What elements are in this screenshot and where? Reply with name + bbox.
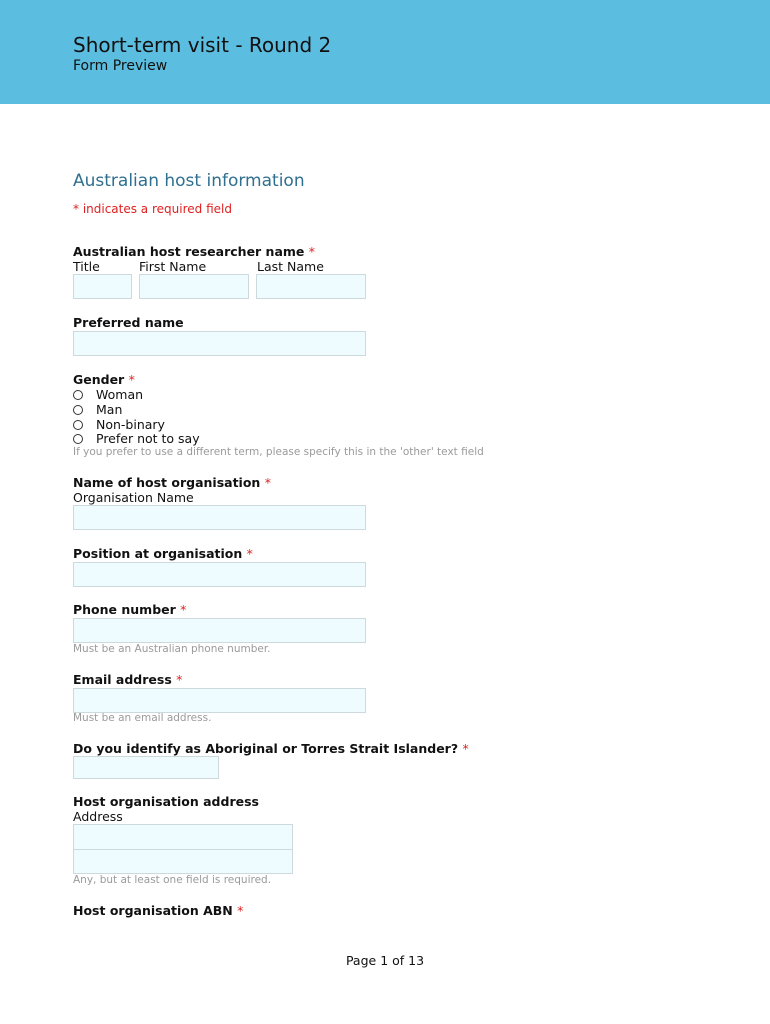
radio-button[interactable] — [73, 405, 83, 415]
required-star: * — [237, 903, 244, 918]
required-note: * indicates a required field — [73, 202, 232, 216]
address-line-2-field[interactable] — [73, 849, 293, 874]
form-title: Short-term visit - Round 2 — [73, 33, 332, 57]
gender-option-prefer-not[interactable] — [73, 431, 200, 446]
position-label: Position at organisation * — [73, 546, 253, 561]
title-sublabel: Title — [73, 259, 100, 274]
phone-hint: Must be an Australian phone number. — [73, 643, 271, 655]
last-name-sublabel: Last Name — [257, 259, 324, 274]
address-sublabel: Address — [73, 809, 123, 824]
required-star: * — [180, 602, 187, 617]
aboriginal-select[interactable] — [73, 756, 219, 779]
abn-label: Host organisation ABN * — [73, 903, 244, 918]
required-star: * — [308, 244, 316, 259]
gender-label: Gender * — [73, 372, 135, 387]
form-subtitle: Form Preview — [73, 58, 168, 74]
first-name-sublabel: First Name — [139, 259, 207, 274]
phone-field[interactable] — [73, 618, 366, 643]
section-title: Australian host information — [73, 171, 305, 191]
last-name-field[interactable] — [256, 274, 366, 299]
preferred-name-field[interactable] — [73, 331, 366, 356]
host-name-label: Australian host researcher name * — [73, 244, 316, 259]
radio-label: Prefer not to say — [96, 431, 200, 446]
gender-hint: If you prefer to use a different term, please specify this in the 'other' text field — [73, 446, 484, 458]
first-name-field[interactable] — [139, 274, 249, 299]
title-field[interactable] — [73, 274, 132, 299]
required-star: * — [462, 741, 469, 756]
organisation-field[interactable] — [73, 505, 366, 530]
organisation-label: Name of host organisation * — [73, 475, 271, 490]
aboriginal-label: Do you identify as Aboriginal or Torres Strait Islander? * — [73, 741, 469, 756]
address-hint: Any, but at least one field is required. — [73, 874, 272, 886]
gender-option-woman[interactable] — [73, 387, 143, 402]
organisation-sublabel: Organisation Name — [73, 490, 194, 505]
radio-button[interactable] — [73, 420, 83, 430]
email-hint: Must be an email address. — [73, 712, 212, 724]
form-header — [0, 0, 770, 104]
gender-option-man[interactable] — [73, 402, 122, 417]
preferred-name-label: Preferred name — [73, 315, 184, 330]
email-field[interactable] — [73, 688, 366, 713]
required-star: * — [264, 475, 271, 490]
radio-label: Non-binary — [96, 417, 165, 432]
address-line-1-field[interactable] — [73, 824, 293, 850]
address-label: Host organisation address — [73, 794, 259, 809]
email-label: Email address * — [73, 672, 183, 687]
radio-label: Man — [96, 402, 123, 417]
required-star: * — [128, 372, 135, 387]
required-star: * — [246, 546, 253, 561]
required-star: * — [176, 672, 183, 687]
radio-button[interactable] — [73, 434, 83, 444]
position-field[interactable] — [73, 562, 366, 587]
radio-label: Woman — [96, 387, 144, 402]
radio-button[interactable] — [73, 390, 83, 400]
page-number: Page 1 of 13 — [345, 953, 425, 968]
gender-option-non-binary[interactable] — [73, 417, 165, 432]
phone-label: Phone number * — [73, 602, 187, 617]
